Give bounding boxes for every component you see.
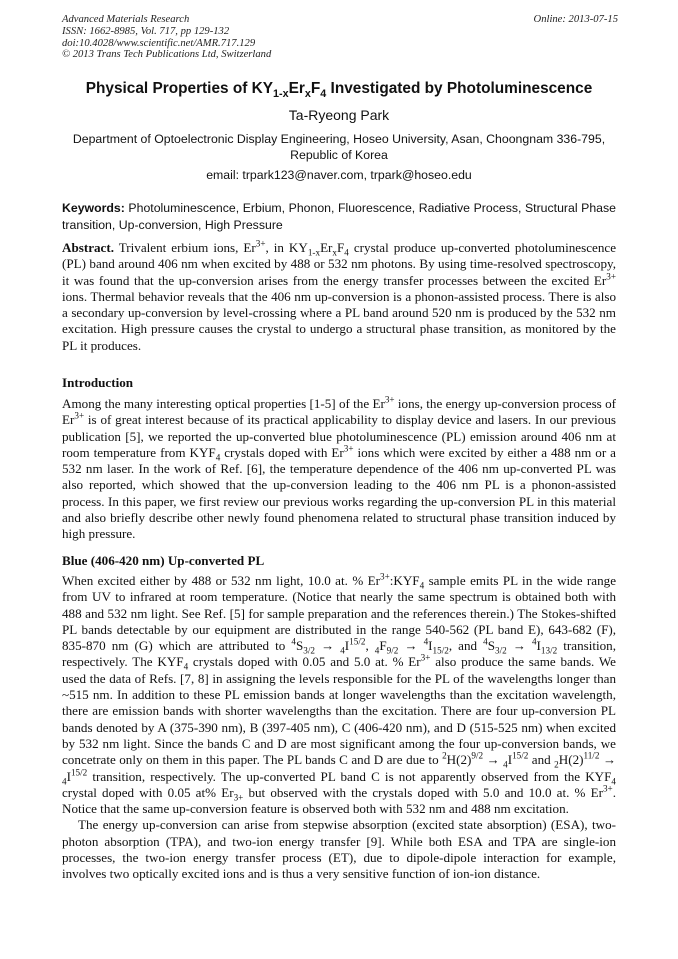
body-text: →	[398, 638, 424, 654]
abstract-text: , in KY	[265, 240, 308, 255]
superscript: 4	[291, 636, 296, 647]
body-text: , and	[448, 638, 484, 654]
subscript: 15/2	[432, 645, 449, 656]
body-text: crystals doped with Er	[220, 444, 344, 460]
body-text: and	[528, 752, 555, 768]
body-text: H(2)	[446, 752, 472, 768]
superscript: 11/2	[583, 750, 600, 761]
section-heading-introduction: Introduction	[62, 375, 134, 390]
body-text: sample emits PL in the wide range from UV to infrared at room temperature. (Notice that nearly the same spectrum is obtained both with 488 and 532 nm light. See Ref. [5] for sample preparation and the references therein.) The Stokes-shifted PL bands detectable by our equipment are distributed in the range 540-562 (PL band E), 643-682 (F), 835-870 nm (G) which are attributed to	[62, 573, 617, 654]
subscript: 4	[215, 452, 221, 463]
superscript: 3+	[74, 410, 85, 421]
abstract-text: F	[337, 240, 345, 255]
body-text: ions which were excited by either a 488 nm or a 532 nm laser. In the work of Ref. [6], the temperature dependence of the 406 nm up-converted PL was also reported, which showed that the up-conversion leading to the 406 nm PL is a phonon-assisted process. In this paper, we first review our previous works regarding the up-conversion PL in this material and also briefly describe other newly found phenomena related to structural phase transition induced by high pressure.	[62, 444, 616, 542]
subscript: 4	[62, 776, 67, 787]
subscript: 3/2	[303, 645, 315, 656]
abstract-text: crystal produce up-converted photoluminescence (PL) band around 406 nm when excited by 488 or 532 nm photons. By using time-resolved spectroscopy, it was found that the up-conversion arises from the energy transfer processes between the excited Er	[62, 240, 617, 288]
body-text: is of great interest because of its practical applicability to display device and lasers. In our previous publication [5], we reported the up-converted blue photoluminescence (PL) emission around 406 nm at room temperature from KYF	[62, 412, 616, 460]
body-text: ,	[365, 638, 375, 654]
abstract	[62, 240, 616, 354]
issn-line: ISSN: 1662-8985, Vol. 717, pp 129-132	[62, 25, 230, 37]
subscript: x	[332, 247, 337, 258]
keywords-text: Photoluminescence, Erbium, Phonon, Fluorescence, Radiative Process, Structural Phase transition, Up-conversion, High Pressure	[62, 201, 616, 232]
body-text: I	[344, 638, 350, 654]
abstract-text: Trivalent erbium ions, Er	[118, 240, 256, 255]
title-text: F	[310, 80, 321, 97]
body-text: →	[314, 638, 341, 654]
subscript: 4	[183, 662, 189, 673]
subscript: 3/2	[495, 645, 507, 656]
superscript: 15/2	[349, 636, 366, 647]
superscript: 3+	[380, 571, 390, 582]
body-text: I	[66, 768, 71, 784]
body-text: crystal doped with 0.05 at% Er	[62, 784, 234, 800]
body-text: →	[483, 752, 504, 768]
blue-pl-paragraph-2: The energy up-conversion can arise from stepwise absorption (excited state absorption) (ESA), two-photon absorption (TPA), and two-ion energy transfer [9]. While both ESA and TPA are single-ion processes, the two-ion energy transfer process (ET), due to dipole-dipole interaction for example, involves two optically excited ions and is thus a very sensitive function of ion-ion distance.	[62, 817, 616, 882]
subscript: 4	[374, 645, 380, 656]
body-text: I	[507, 752, 513, 768]
superscript: 4	[531, 636, 537, 647]
abstract-text: Er	[320, 240, 333, 255]
superscript: 2	[442, 750, 447, 761]
doi-line[interactable]: doi:10.4028/www.scientific.net/AMR.717.129	[62, 37, 256, 49]
body-text: also produce the same bands. We used the data of Refs. [7, 8] in assigning the levels responsible for the PL of the wavelengths longer than ~515 nm. In addition to these PL emission bands at longer wavelengths than the excitation wavelength, there are emission bands with shorter wavelengths than the excitation. There are four up-conversion PL bands denoted by A (375-390 nm), B (397-405 nm), C (406-420 nm), and D (515-525 nm) when excited by 532 nm light. Since the bands C and D are most significant among the four up-conversion bands, we concetrate only on them in this paper. The PL bands C and D are due to	[62, 654, 616, 768]
journal-name: Advanced Materials Research	[62, 14, 190, 25]
keywords-label: Keywords:	[62, 201, 125, 215]
body-text: . Notice that the same up-conversion feature is observed both with 532 nm and 488 nm excitation.	[62, 784, 616, 817]
subscript: 4	[503, 759, 508, 770]
title-text: Physical Properties of KY	[85, 80, 274, 97]
superscript: 3+	[343, 443, 354, 454]
subscript: 4	[419, 580, 425, 591]
paper-title	[40, 80, 638, 101]
superscript: 3+	[606, 271, 616, 282]
online-date: Online: 2013-07-15	[533, 14, 618, 25]
body-text: F	[379, 638, 387, 654]
subscript: 4	[340, 645, 345, 656]
superscript: 15/2	[70, 767, 88, 778]
subscript: 1-x	[307, 247, 321, 258]
author-name: Ta-Ryeong Park	[288, 107, 390, 123]
subscript: 13/2	[540, 645, 558, 656]
introduction-body	[62, 396, 616, 543]
blue-pl-paragraph-1	[62, 573, 616, 817]
subscript: 2	[554, 759, 559, 770]
subscript: 9/2	[386, 645, 399, 656]
body-text: transition, respectively. The KYF	[62, 638, 617, 670]
body-text: crystals doped with 0.05 and 5.0 at. % Er	[188, 654, 421, 670]
title-subscript: 4	[320, 88, 327, 101]
section-heading-blue-up-converted-pl: Blue (406-420 nm) Up-converted PL	[62, 553, 265, 568]
body-text: →	[506, 638, 532, 654]
keywords	[62, 200, 616, 233]
body-text: S	[487, 638, 496, 654]
superscript: 3+	[384, 394, 395, 405]
title-text: Er	[288, 80, 305, 97]
subscript: 3+	[233, 792, 244, 803]
body-text: →	[599, 752, 616, 768]
abstract-text: ions. Thermal behavior reveals that the 406 nm up-conversion is a phonon-assisted process. There is also a secondary up-conversion by level-crossing where a PL band around 520 nm is produced by the 532 nm excitation. High pressure causes the crystal to undergo a structural phase transition, as monitored by the PL it produces.	[62, 288, 616, 353]
abstract-label: Abstract.	[62, 240, 114, 255]
body-text: I	[536, 638, 541, 654]
body-text: I	[428, 638, 433, 654]
subscript: 4	[611, 776, 616, 787]
body-text: When excited either by 488 or 532 nm light, 10.0 at. % Er	[62, 573, 380, 588]
superscript: 3+	[420, 653, 431, 664]
superscript: 9/2	[471, 750, 484, 761]
body-text: but observed with the crystals doped with 5.0 and 10.0 at. % Er	[243, 784, 603, 800]
body-text: transition, respectively. The up-converted PL band C is not apparently observed from the KYF	[87, 768, 612, 784]
body-text: H(2)	[558, 752, 584, 768]
title-subscript: 1-x	[273, 88, 289, 101]
body-text: :KYF	[389, 573, 420, 588]
superscript: 4	[483, 636, 488, 647]
body-text: ions, the energy up-conversion process of Er	[62, 396, 616, 428]
superscript: 15/2	[512, 750, 529, 761]
journal-header	[62, 14, 618, 61]
body-text: S	[295, 638, 304, 654]
copyright-line: © 2013 Trans Tech Publications Ltd, Switzerland	[62, 49, 272, 61]
blue-pl-body	[62, 573, 616, 883]
title-text: Investigated by Photoluminescence	[326, 80, 593, 97]
body-text: Among the many interesting optical properties [1-5] of the Er	[62, 396, 385, 411]
superscript: 4	[423, 636, 429, 647]
superscript: 3+	[602, 783, 613, 794]
title-subscript: x	[304, 88, 311, 101]
author-email[interactable]: email: trpark123@naver.com, trpark@hoseo.edu	[206, 168, 472, 182]
subscript: 4	[344, 247, 349, 258]
superscript: 3+	[255, 238, 266, 249]
affiliation: Department of Optoelectronic Display Engineering, Hoseo University, Asan, Choongnam 336-795, Republic of Korea	[72, 132, 606, 162]
